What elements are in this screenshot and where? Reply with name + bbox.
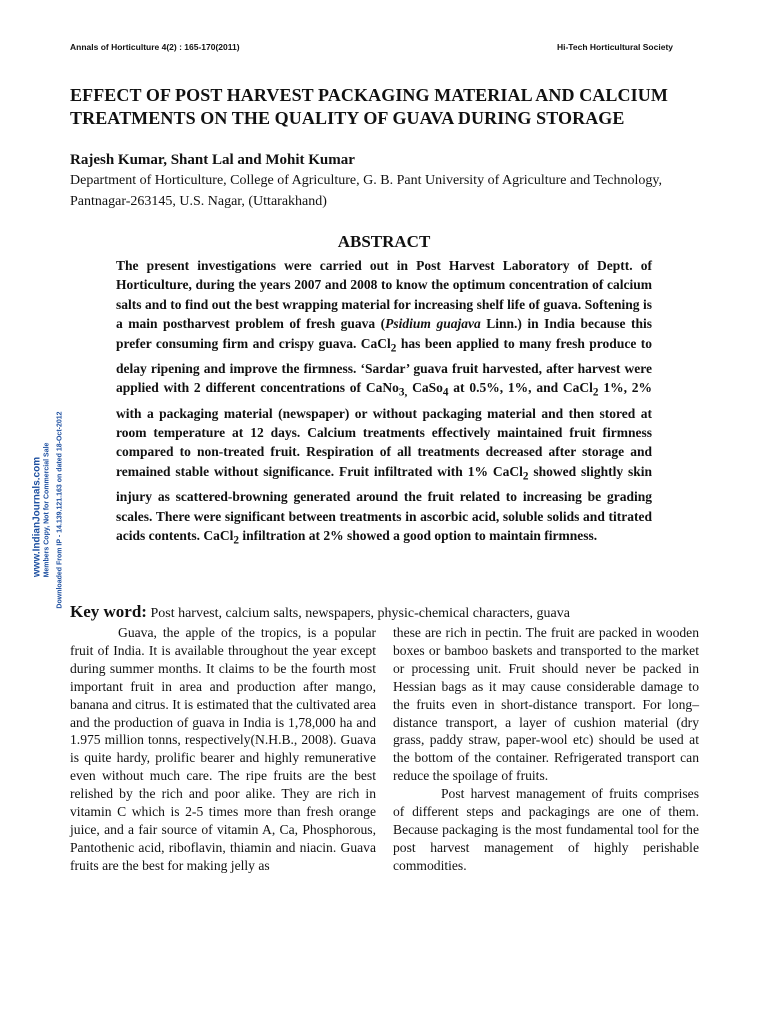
body-column-right <box>393 624 699 875</box>
watermark-site: www.IndianJournals.com <box>31 456 43 578</box>
keywords-text: Post harvest, calcium salts, newspapers, physic-chemical characters, guava <box>146 606 570 621</box>
paper-title: EFFECT OF POST HARVEST PACKAGING MATERIAL AND CALCIUM TREATMENTS ON THE QUALITY OF GUAVA DURING STORAGE <box>70 85 668 128</box>
abstract-heading: ABSTRACT <box>337 232 431 251</box>
body-paragraph: these are rich in pectin. The fruit are packed in wooden boxes or bamboo baskets and transported to the market or processing unit. Fruit should never be packed in Hessian bags as it may cause considerable damage to the fruits even in short-distance transport. For long–distance transport, a layer of cushion material (dry grass, paddy straw, paper-wool etc) should be used at the bottom of the container. Refrigerated transport can reduce the spoilage of fruits. <box>393 625 699 784</box>
watermark-download: Downloaded From IP - 14.139.121.163 on dated 18-Oct-2012 <box>56 411 64 609</box>
affiliation: Department of Horticulture, College of Agriculture, G. B. Pant University of Agriculture and Technology, Pantnagar-263145, U.S. Nagar, (Uttarakhand) <box>70 173 662 209</box>
species-name: Psidium guajava <box>385 316 481 332</box>
authors: Rajesh Kumar, Shant Lal and Mohit Kumar <box>70 152 355 168</box>
body-paragraph: Guava, the apple of the tropics, is a popular fruit of India. It is available throughout the year except during summer months. It claims to be the fourth most important fruit in area and production after mango, banana and citrus. It is estimated that the cultivated area and the production of guava in India is 1,78,000 ha and 1.975 million tonns, respectively(N.H.B., 2008). Guava is quite hardy, prolific bearer and highly remunerative even without much care. The ripe fruits are the best relished by the rich and poor alike. They are rich in vitamin C which is 2-5 times more than fresh orange juice, and a fair source of vitamin A, Ca, Phosphorous, Pantothenic acid, riboflavin, thiamin and niacin. Guava fruits are the best for making jelly as <box>70 625 376 873</box>
journal-citation: Annals of Horticulture 4(2) : 165-170(2011) <box>70 42 240 52</box>
abstract-body: The present investigations were carried out in Post Harvest Laboratory of Deptt. of Horticulture, during the years 2007 and 2008 to know the optimum concentration of calcium salts and to find out the best wrapping material for increasing shelf life of guava. Softening is a main postharvest problem of fresh guava (Psidium guajava Linn.) in India because this prefer consuming firm and crispy guava. CaCl$_2$ has been applied to many fresh produce to delay ripening and improve the firmness. ‘Sardar’ guava fruit harvested, after harvest were applied with 2 different concentrations of CaNo$_{3,}$ CaSo$_4$ at 0.5%, 1%, and CaCl$_2$ 1%, 2% with a packaging material (newspaper) or without packaging material and then stored at room temperature at 12 days. Calcium treatments effectively maintained fruit firmness compared to non-treated fruit. Respiration of all treatments decreased after storage and remained stable without significance. Fruit infiltrated with 1% CaCl$_2$ showed slightly skin injury as scattered-browning generated around the fruit related to increasing be grading scales. There were significant between treatments in ascorbic acid, soluble solids and titrated acids contents. CaCl$_2$ infiltration at 2% showed a good option to maintain firmness. <box>116 258 653 547</box>
keywords-label: Key word: <box>70 602 147 621</box>
body-paragraph: Post harvest management of fruits comprises of different steps and packagings are one of them. Because packaging is the most fundamental tool for the post harvest management of highly perishable commodities. <box>393 786 699 873</box>
keywords-line <box>70 602 570 622</box>
watermark-members: Members Copy, Not for Commercial Sale <box>43 442 51 578</box>
society-name: Hi-Tech Horticultural Society <box>556 42 673 52</box>
body-column-left <box>70 624 376 875</box>
